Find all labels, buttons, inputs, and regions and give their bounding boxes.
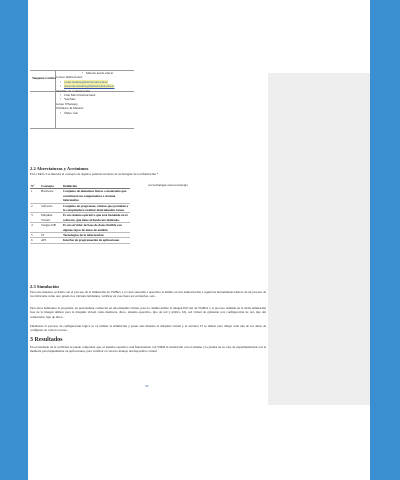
table-cell: Tecnologías de la información bbox=[62, 233, 130, 238]
table-row bbox=[30, 203, 130, 213]
line-text: Slides web bbox=[64, 110, 78, 115]
table-header: Concepto bbox=[40, 184, 62, 189]
table-rule bbox=[30, 128, 134, 129]
table-cell: 4 bbox=[30, 223, 40, 233]
table-cell: Es un sistema operativo que está instalado en el software, que tiene al hardware dedicado. bbox=[62, 213, 130, 223]
table-cell: API bbox=[40, 238, 62, 243]
paragraph: Para esta muestra, se habló con el proceso de la simulación en VirtBox y el cual consolida a operativo el ámbito en dos demostración y según las herramientas básicas de un proceso de los fabricante como otro prueba los cálculos habitantes, verificar en caso fuera en su interfaz, sola. bbox=[30, 290, 266, 299]
table-row bbox=[30, 238, 130, 243]
line-text: YouTube bbox=[64, 97, 76, 102]
table-cell: Software bbox=[40, 203, 62, 213]
table-cell: Conjunto de programas, rutinas que permiten a la computadora realizar determinadas tareas bbox=[63, 203, 129, 213]
table-line bbox=[56, 111, 134, 115]
section-heading: 2.3 Simulación bbox=[30, 284, 59, 289]
line-text: Grupo Whatsapp bbox=[56, 101, 78, 106]
table-cell: Hardware bbox=[40, 189, 62, 203]
email-link[interactable]: codes.sitemes@institucionl.edu.ec bbox=[64, 79, 108, 84]
comment-pane bbox=[268, 73, 370, 405]
paragraph: En el resultado de la actividad se puede comprobar que, el sistema operativo está funcionando con VMM la instalación con el sistema y la prueba de su caso de experimentación con la memoria para implementar en aplicaciones, para verificar el correcto manejo del dispositivo virtual. bbox=[30, 345, 266, 354]
table-cell: Interfaz de programación de aplicaciones bbox=[62, 238, 130, 243]
email-link[interactable]: Asesoria.sistemas@institucional.edu.ec bbox=[64, 84, 115, 89]
table-cell: 6 bbox=[30, 238, 40, 243]
section-heading: 3 Resultados bbox=[30, 337, 63, 343]
table-cell: TI bbox=[40, 233, 62, 238]
line-text: Cursos Institucional: bbox=[56, 75, 83, 80]
table-row-label: Tangente Gráfica bbox=[32, 76, 56, 80]
table-row bbox=[30, 213, 130, 223]
table-cell: 2 bbox=[30, 203, 40, 213]
line-text: Webinars/ & Manual: bbox=[56, 106, 84, 111]
line-text: Metodo needs educar bbox=[86, 71, 114, 75]
section-heading: 2.2 Abreviaturas y Acrónimos bbox=[30, 166, 89, 171]
table-cell: 1 bbox=[30, 189, 40, 203]
table-cell: Tongue DB bbox=[40, 223, 62, 233]
glossary-table bbox=[30, 184, 130, 244]
paragraph: Finalizado el proceso de configuración lógica se va utilizar la simulación y poner este muestra la máquina virtual y el servidor TI se utilizó para dirigir cada una de los datos de configurar en cada da acceso. bbox=[30, 324, 266, 333]
table-cell: 3 bbox=[30, 213, 40, 223]
section-lead: En la Tabla 3 se muestra el concepto de algunos palabras técnicas de tecnologías de la información * bbox=[30, 172, 159, 176]
contact-table bbox=[30, 66, 134, 128]
table-cell: Máquina Virtual bbox=[40, 213, 62, 223]
table-cell: Es un servidor de base de datos flexible con algunos tipos de datos de análisis bbox=[62, 223, 130, 233]
table-cell: Conjunto de elementos físicos o materiales que constituyen un computadora o sistema informático bbox=[62, 189, 130, 203]
page-number: xv bbox=[145, 384, 149, 388]
table-cell: 5 bbox=[30, 233, 40, 238]
side-note: www.manager-store.tecnologia bbox=[148, 183, 188, 187]
paragraph: Para estos habitantes el programa, en personalizar comerciar en una máquina virtual, paso la cambia utilizó la imagen ISO del de VirtBox y el proceso también en la dicha simulación fase de la imagen utilizar para la máquina virtual como memoria, disco, sistema operativo, tipo de red y gráfico 3d), red virtual de grabando red, configuración de red, tipo del controlador, tipo de disco. bbox=[30, 306, 266, 319]
line-text: Chat Móvil Institucional bbox=[64, 93, 96, 98]
table-header: N° bbox=[30, 184, 40, 189]
table-row bbox=[30, 223, 130, 233]
table-header: Definición bbox=[62, 184, 130, 189]
table-row bbox=[30, 189, 130, 203]
line-text: Sistemas de comunicación bbox=[56, 88, 90, 93]
table-cell bbox=[56, 71, 134, 115]
